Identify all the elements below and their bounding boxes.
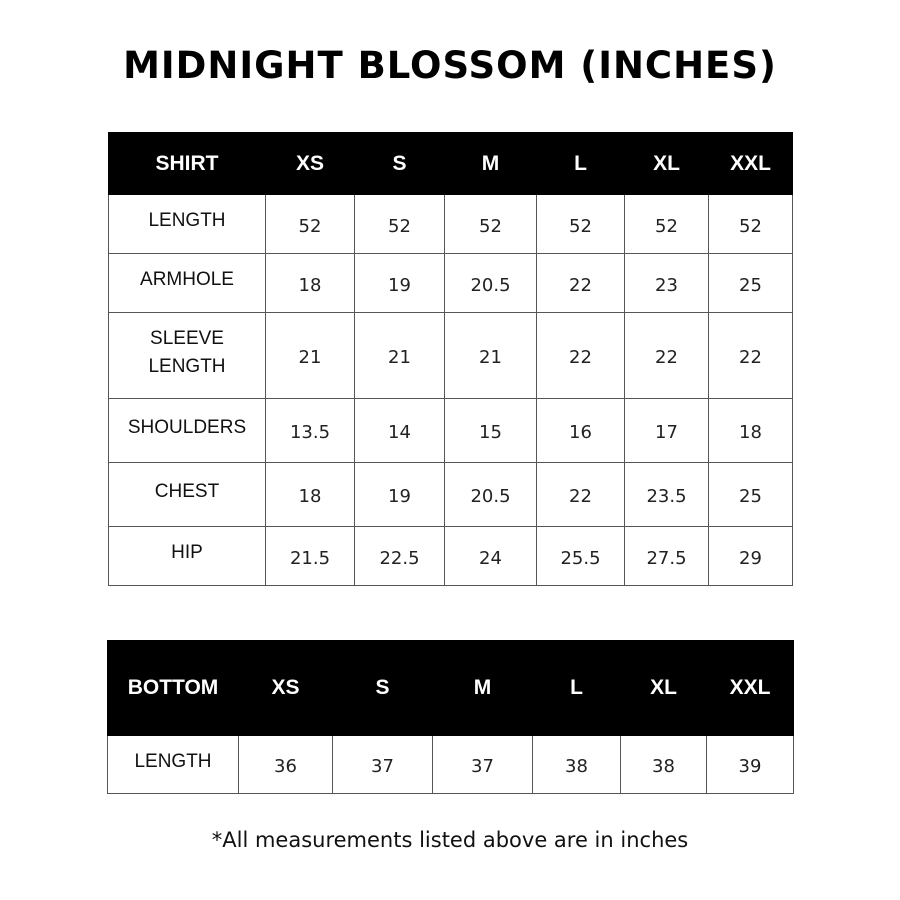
bottom-header-size: M bbox=[433, 641, 533, 736]
table-row bbox=[109, 527, 793, 586]
measurement-cell: 37 bbox=[333, 736, 433, 794]
table-row bbox=[109, 399, 793, 463]
row-label: HIP bbox=[109, 527, 266, 586]
page-title: MIDNIGHT BLOSSOM (INCHES) bbox=[123, 44, 777, 87]
bottom-header-label: BOTTOM bbox=[108, 641, 239, 736]
measurement-cell: 24 bbox=[445, 527, 537, 586]
shirt-header-row bbox=[109, 133, 793, 195]
shirt-header-size: XXL bbox=[709, 133, 793, 195]
measurement-cell: 18 bbox=[709, 399, 793, 463]
measurement-cell: 52 bbox=[537, 195, 625, 254]
measurement-cell: 21 bbox=[445, 313, 537, 399]
measurement-cell: 52 bbox=[266, 195, 355, 254]
measurement-cell: 29 bbox=[709, 527, 793, 586]
table-row bbox=[109, 195, 793, 254]
bottom-header-size: XL bbox=[621, 641, 707, 736]
measurement-cell: 22 bbox=[537, 463, 625, 527]
row-label: SLEEVE LENGTH bbox=[109, 313, 266, 399]
measurement-cell: 23.5 bbox=[625, 463, 709, 527]
measurement-cell: 25 bbox=[709, 254, 793, 313]
measurement-cell: 15 bbox=[445, 399, 537, 463]
measurement-cell: 18 bbox=[266, 254, 355, 313]
measurement-cell: 27.5 bbox=[625, 527, 709, 586]
measurement-cell: 22 bbox=[625, 313, 709, 399]
bottom-header-size: XXL bbox=[707, 641, 794, 736]
shirt-header-size: XS bbox=[266, 133, 355, 195]
measurement-cell: 22.5 bbox=[355, 527, 445, 586]
bottom-header-size: L bbox=[533, 641, 621, 736]
measurement-cell: 52 bbox=[355, 195, 445, 254]
measurement-cell: 37 bbox=[433, 736, 533, 794]
row-label: SHOULDERS bbox=[109, 399, 266, 463]
measurement-cell: 22 bbox=[537, 313, 625, 399]
table-row bbox=[109, 254, 793, 313]
row-label: LENGTH bbox=[109, 195, 266, 254]
bottom-size-table bbox=[107, 640, 794, 794]
measurement-cell: 13.5 bbox=[266, 399, 355, 463]
measurement-cell: 38 bbox=[621, 736, 707, 794]
shirt-size-table bbox=[108, 132, 793, 586]
footnote: *All measurements listed above are in inches bbox=[211, 828, 689, 852]
measurement-cell: 52 bbox=[445, 195, 537, 254]
measurement-cell: 14 bbox=[355, 399, 445, 463]
measurement-cell: 21 bbox=[266, 313, 355, 399]
measurement-cell: 19 bbox=[355, 463, 445, 527]
measurement-cell: 22 bbox=[709, 313, 793, 399]
measurement-cell: 52 bbox=[625, 195, 709, 254]
measurement-cell: 21 bbox=[355, 313, 445, 399]
shirt-header-size: L bbox=[537, 133, 625, 195]
measurement-cell: 25 bbox=[709, 463, 793, 527]
bottom-header-size: S bbox=[333, 641, 433, 736]
measurement-cell: 52 bbox=[709, 195, 793, 254]
row-label: ARMHOLE bbox=[109, 254, 266, 313]
measurement-cell: 23 bbox=[625, 254, 709, 313]
shirt-header-size: M bbox=[445, 133, 537, 195]
measurement-cell: 20.5 bbox=[445, 254, 537, 313]
bottom-header-row bbox=[108, 641, 794, 736]
shirt-header-size: XL bbox=[625, 133, 709, 195]
measurement-cell: 25.5 bbox=[537, 527, 625, 586]
measurement-cell: 16 bbox=[537, 399, 625, 463]
shirt-header-size: S bbox=[355, 133, 445, 195]
measurement-cell: 17 bbox=[625, 399, 709, 463]
measurement-cell: 19 bbox=[355, 254, 445, 313]
table-row bbox=[109, 313, 793, 399]
bottom-header-size: XS bbox=[239, 641, 333, 736]
measurement-cell: 38 bbox=[533, 736, 621, 794]
measurement-cell: 39 bbox=[707, 736, 794, 794]
measurement-cell: 21.5 bbox=[266, 527, 355, 586]
measurement-cell: 36 bbox=[239, 736, 333, 794]
row-label: CHEST bbox=[109, 463, 266, 527]
shirt-header-label: SHIRT bbox=[109, 133, 266, 195]
table-row bbox=[109, 463, 793, 527]
measurement-cell: 22 bbox=[537, 254, 625, 313]
row-label: LENGTH bbox=[108, 736, 239, 794]
table-row bbox=[108, 736, 794, 794]
measurement-cell: 18 bbox=[266, 463, 355, 527]
measurement-cell: 20.5 bbox=[445, 463, 537, 527]
